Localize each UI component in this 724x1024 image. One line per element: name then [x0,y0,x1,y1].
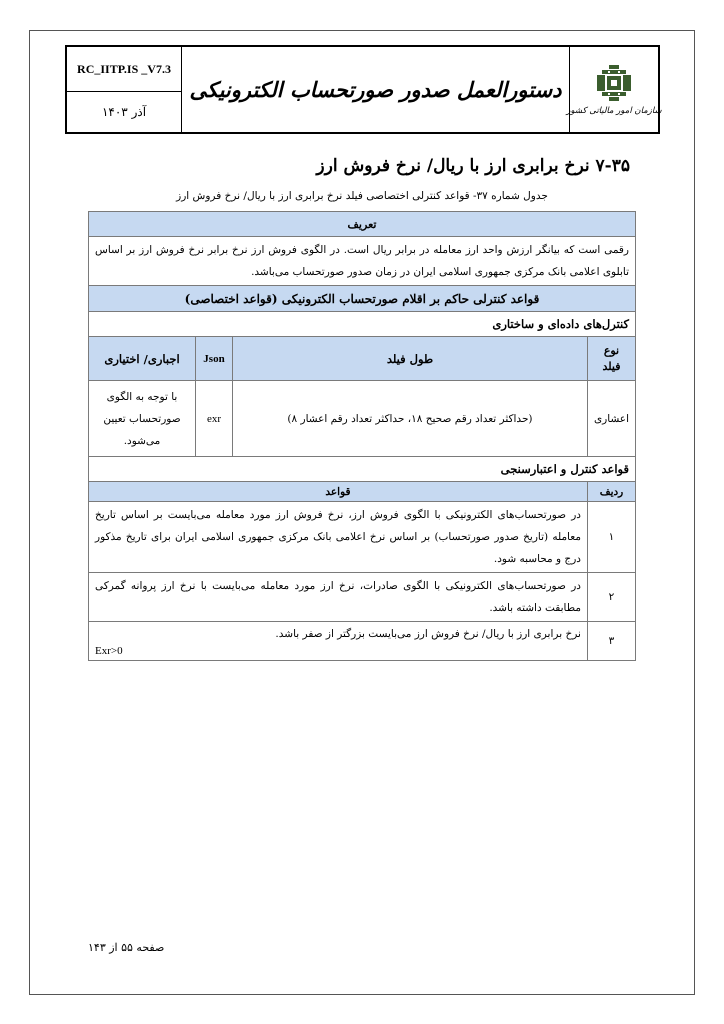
field-spec-row [89,381,636,457]
validation-label: قواعد کنترل و اعتبارسنجی [89,457,636,482]
table-row [89,573,636,622]
col-field-type: نوع فیلد [587,337,635,381]
structure-label: کنترل‌های داده‌ای و ساختاری [89,312,636,337]
document-date: آذر ۱۴۰۳ [101,105,147,119]
control-rules-label: قواعد کنترلی حاکم بر اقلام صورتحساب الکترونیکی (قواعد اختصاصی) [89,286,636,312]
required-value: با توجه به الگوی صورتحساب تعیین می‌شود. [89,381,196,457]
table-row [89,502,636,573]
rule-text: در صورتحساب‌های الکترونیکی با الگوی صادرات، نرخ ارز مورد معامله می‌بایست با نرخ ارز پروانه گمرکی مطابقت داشته باشد. [89,573,588,622]
header-meta [67,47,182,132]
document-title: دستورالعمل صدور صورتحساب الکترونیکی [189,77,562,102]
rule-expression: Exr>0 [95,645,123,657]
rule-text: نرخ برابری ارز با ریال/ نرخ فروش ارز می‌بایست بزرگتر از صفر باشد. [275,628,581,640]
json-key-value: exr [196,381,233,457]
definition-header-row [89,212,636,237]
control-rules-header-row [89,286,636,312]
definition-text: رقمی است که بیانگر ارزش واحد ارز معامله در برابر ریال است. در الگوی فروش ارز نرخ برابر نرخ فروش ارز بر اساس تابلوی اعلامی بانک مرکزی جمهوری اسلامی ایران در زمان صدور صورتحساب می‌باشد. [89,237,636,286]
rule-cell [89,622,588,661]
rule-number: ۱ [587,502,635,573]
organization-name: سازمان امور مالیاتی کشور [566,106,662,116]
organization-block [566,47,662,132]
table-row [89,622,636,661]
document-code: RC_IITP.IS _V7.3 [67,47,181,92]
rule-number: ۳ [587,622,635,661]
rules-columns-row [89,482,636,502]
col-required: اجباری/ اختیاری [89,337,196,381]
col-field-length: طول فیلد [233,337,588,381]
field-length-value: (حداکثر تعداد رقم صحیح ۱۸، حداکثر تعداد رقم اعشار ۸) [233,381,588,457]
columns-header-row [89,337,636,381]
page-number: صفحه ۵۵ از ۱۴۳ [88,941,165,954]
section-title: ۷-۳۵ نرخ برابری ارز با ریال/ نرخ فروش ارز [316,156,630,176]
rule-text: در صورتحساب‌های الکترونیکی با الگوی فروش ارز، نرخ فروش ارز مورد معامله می‌بایست بر اساس تاریخ معامله (تاریخ صدور صورتحساب) بر اساس نرخ اعلامی بانک مرکزی جمهوری اسلامی ایران برای تاریخ مذکور درج و محاسبه شود. [89,502,588,573]
col-json: Json [196,337,233,381]
col-row-number: ردیف [587,482,635,502]
document-header [65,45,660,134]
definition-row [89,237,636,286]
structure-header-row [89,312,636,337]
definition-label: تعریف [89,212,636,237]
field-rules-table [88,211,636,661]
rule-number: ۲ [587,573,635,622]
col-rules: قواعد [89,482,588,502]
table-caption: جدول شماره ۳۷- قواعد کنترلی اختصاصی فیلد نرخ برابری ارز با ریال/ نرخ فروش ارز [176,190,548,202]
tax-organization-emblem-icon [594,63,634,103]
field-type-value: اعشاری [587,381,635,457]
validation-header-row [89,457,636,482]
